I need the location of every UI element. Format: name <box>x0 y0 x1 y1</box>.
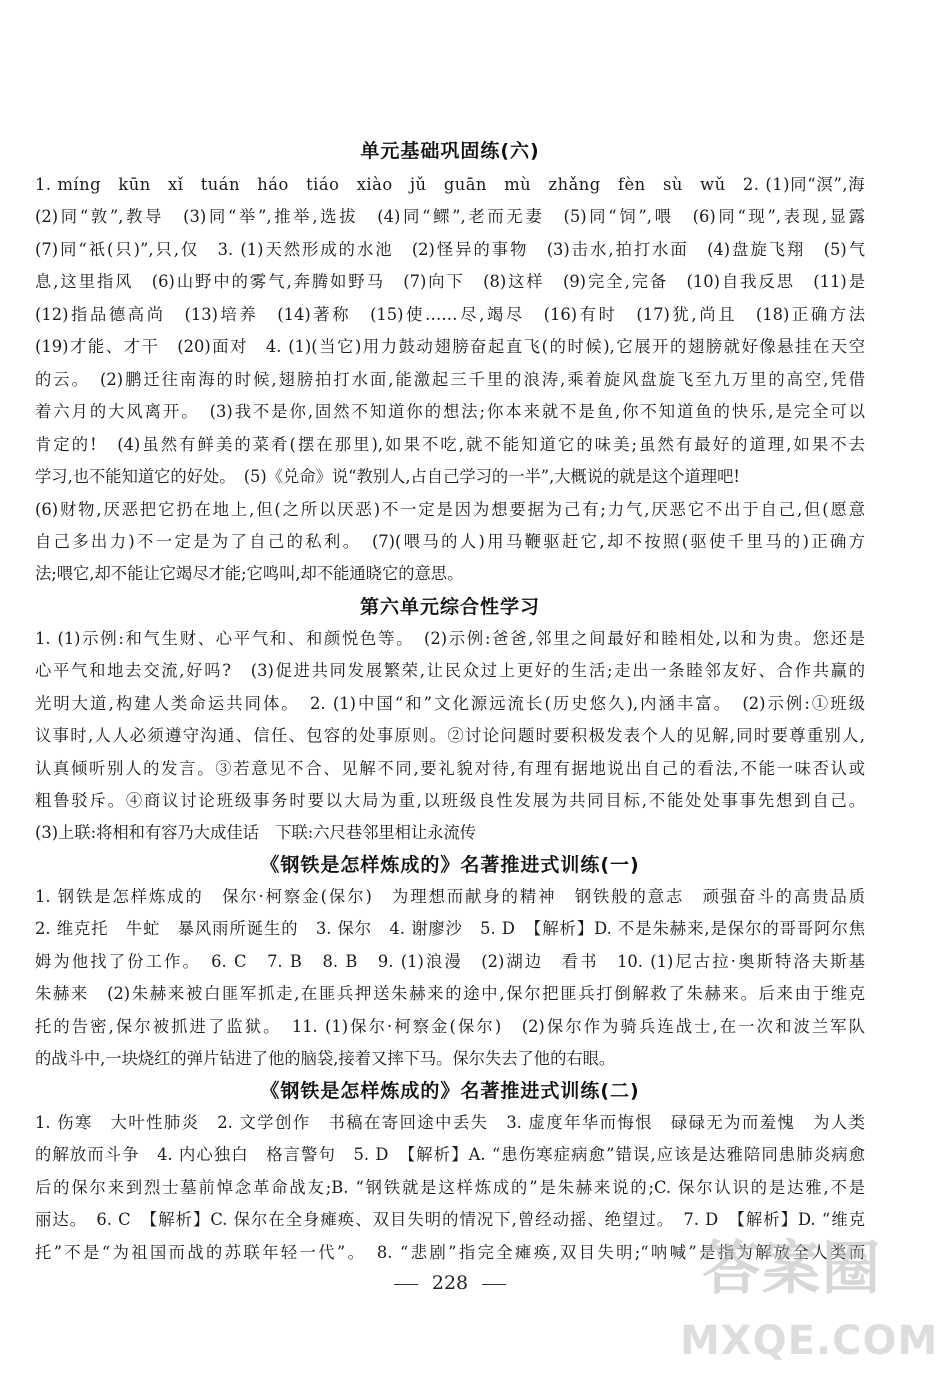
text-line: 心平气和地去交流,好吗? (3)促进共同发展繁荣,让民众过上更好的生活;走出一条睦邻友好、合作共赢的 <box>35 661 865 680</box>
text-line: 2. 维克托 牛虻 暴风雨所诞生的 3. 保尔 4. 谢廖沙 5. D 【解析】D. 不是朱赫来,是保尔的哥哥阿尔焦 <box>35 919 865 938</box>
text-line: 的解放而斗争 4. 内心独白 格言警句 5. D 【解析】A. “患伤寒症病愈”错误,应该是达雅陪同患肺炎病愈 <box>35 1145 865 1164</box>
section-heading-classic-reading-1: 《钢铁是怎样炼成的》名著推进式训练(一) <box>260 854 640 876</box>
text-line: (7)同“祇(只)”,只,仅 3. (1)天然形成的水池 (2)怪异的事物 (3)击水,拍打水面 (4)盘旋飞翔 (5)气 <box>35 240 865 259</box>
text-line: 的战斗中,一块烧红的弹片钻进了他的脑袋,接着又摔下马。保尔失去了他的右眼。 <box>35 1049 616 1068</box>
text-line: 学习,也不能知道它的好处。 (5)《兑命》说“教别人,占自己学习的一半”,大概说的就是这个道理吧! <box>35 467 740 486</box>
watermark-logo <box>680 1228 938 1378</box>
text-line: 的云。 (2)鹏迁往南海的时候,翅膀拍打水面,能激起三千里的浪涛,乘着旋风盘旋飞至九万里的高空,凭借 <box>35 370 865 389</box>
section-heading-classic-reading-2: 《钢铁是怎样炼成的》名著推进式训练(二) <box>260 1080 640 1102</box>
text-line: 肯定的! (4)虽然有鲜美的菜肴(摆在那里),如果不吃,就不能知道它的味美;虽然有最好的道理,如果不去 <box>35 435 865 454</box>
text-line: 托的告密,保尔被抓进了监狱。 11. (1)保尔·柯察金(保尔) (2)保尔作为骑兵连战士,在一次和波兰军队 <box>35 1017 865 1036</box>
text-line: 1. (1)示例:和气生财、心平气和、和颜悦色等。 (2)示例:爸爸,邻里之间最好和睦相处,以和为贵。您还是 <box>35 629 866 648</box>
section-heading-comprehensive-study: 第六单元综合性学习 <box>359 596 540 618</box>
text-line: 息,这里指风 (6)山野中的雾气,奔腾如野马 (7)向下 (8)这样 (9)完全,完备 (10)自我反思 (11)是 <box>35 272 865 291</box>
text-line: 1. 伤寒 大叶性肺炎 2. 文学创作 书稿在寄回途中丢失 3. 虚度年华而悔恨 碌碌无为而羞愧 为人类 <box>35 1113 865 1132</box>
page-number-dash-left <box>394 1284 418 1285</box>
text-line: 自己多出力)不一定是为了自己的私利。 (7)(喂马的人)用马鞭驱赶它,却不按照(驱使千里马的)正确方 <box>35 532 865 551</box>
watermark-domain: MXQE.COM <box>680 1318 938 1364</box>
page-number-value: 228 <box>431 1272 469 1294</box>
text-line: 认真倾听别人的发言。③若意见不合、见解不同,要礼貌对待,有理有据地说出自己的看法,不能一味否认或 <box>35 759 865 778</box>
page-number-dash-right <box>482 1284 506 1285</box>
text-line: 法;喂它,却不能让它竭尽才能;它鸣叫,却不能通晓它的意思。 <box>35 564 464 583</box>
section-heading-unit-basics: 单元基础巩固练(六) <box>360 140 540 162</box>
text-line: (19)才能、才干 (20)面对 4. (1)(当它)用力鼓动翅膀奋起直飞(的时候),它展开的翅膀就好像悬挂在天空 <box>35 337 865 356</box>
text-line: (3)上联:将相和有容乃大成佳话 下联:六尺巷邻里相让永流传 <box>35 823 477 842</box>
text-line: (2)同“敦”,教导 (3)同“举”,推举,选拔 (4)同“鳏”,老而无妻 (5)同“饲”,喂 (6)同“现”,表现,显露 <box>35 207 865 226</box>
text-line: 粗鲁驳斥。④商议讨论班级事务时要以大局为重,以班级良性发展为共同目标,不能处处事事先想到自己。 <box>35 791 865 810</box>
text-line: 姆为他找了份工作。 6. C 7. B 8. B 9. (1)浪漫 (2)湖边 看书 10. (1)尼古拉·奥斯特洛夫斯基 <box>35 952 865 971</box>
text-line: 1. 钢铁是怎样炼成的 保尔·柯察金(保尔) 为理想而献身的精神 钢铁般的意志 顽强奋斗的高贵品质 <box>35 887 865 906</box>
watermark-brand: 答案圈 <box>701 1234 882 1302</box>
text-line: 光明大道,构建人类命运共同体。 2. (1)中国“和”文化源远流长(历史悠久),内涵丰富。 (2)示例:①班级 <box>35 694 865 713</box>
text-line: 丽达。 6. C 【解析】C. 保尔在全身瘫痪、双目失明的情况下,曾经动摇、绝望过。 7. D 【解析】D. “维克 <box>35 1210 865 1229</box>
text-line: 议事时,人人必须遵守沟通、信任、包容的处事原则。②讨论问题时要积极发表个人的见解,同时要尊重别人, <box>35 726 865 745</box>
text-line: 朱赫来 (2)朱赫来被白匪军抓走,在匪兵押送朱赫来的途中,保尔把匪兵打倒解救了朱赫来。后来由于维克 <box>35 984 865 1003</box>
text-line: 后的保尔来到烈士墓前悼念革命战友;B. “钢铁就是这样炼成的”是朱赫来说的;C. 保尔认识的是达雅,不是 <box>35 1178 865 1197</box>
text-line: (12)指品德高尚 (13)培养 (14)著称 (15)使……尽,竭尽 (16)有时 (17)犹,尚且 (18)正确方法 <box>35 305 865 324</box>
text-line: 着六月的大风离开。 (3)我不是你,固然不知道你的想法;你本来就不是鱼,你不知道鱼的快乐,是完全可以 <box>35 402 865 421</box>
text-line: 托”不是“为祖国而战的苏联年轻一代”。 8. “悲剧”指完全瘫痪,双目失明;“呐喊”是指为解放全人类而 <box>35 1243 865 1262</box>
text-line: 1. míng kūn xǐ tuán háo tiáo xiào jǔ guān mù zhǎng fèn sù wǔ 2. (1)同“溟”,海 <box>35 175 865 194</box>
text-line: (6)财物,厌恶把它扔在地上,但(之所以厌恶)不一定是因为想要据为己有;力气,厌恶它不出于自己,但(愿意 <box>35 500 865 519</box>
